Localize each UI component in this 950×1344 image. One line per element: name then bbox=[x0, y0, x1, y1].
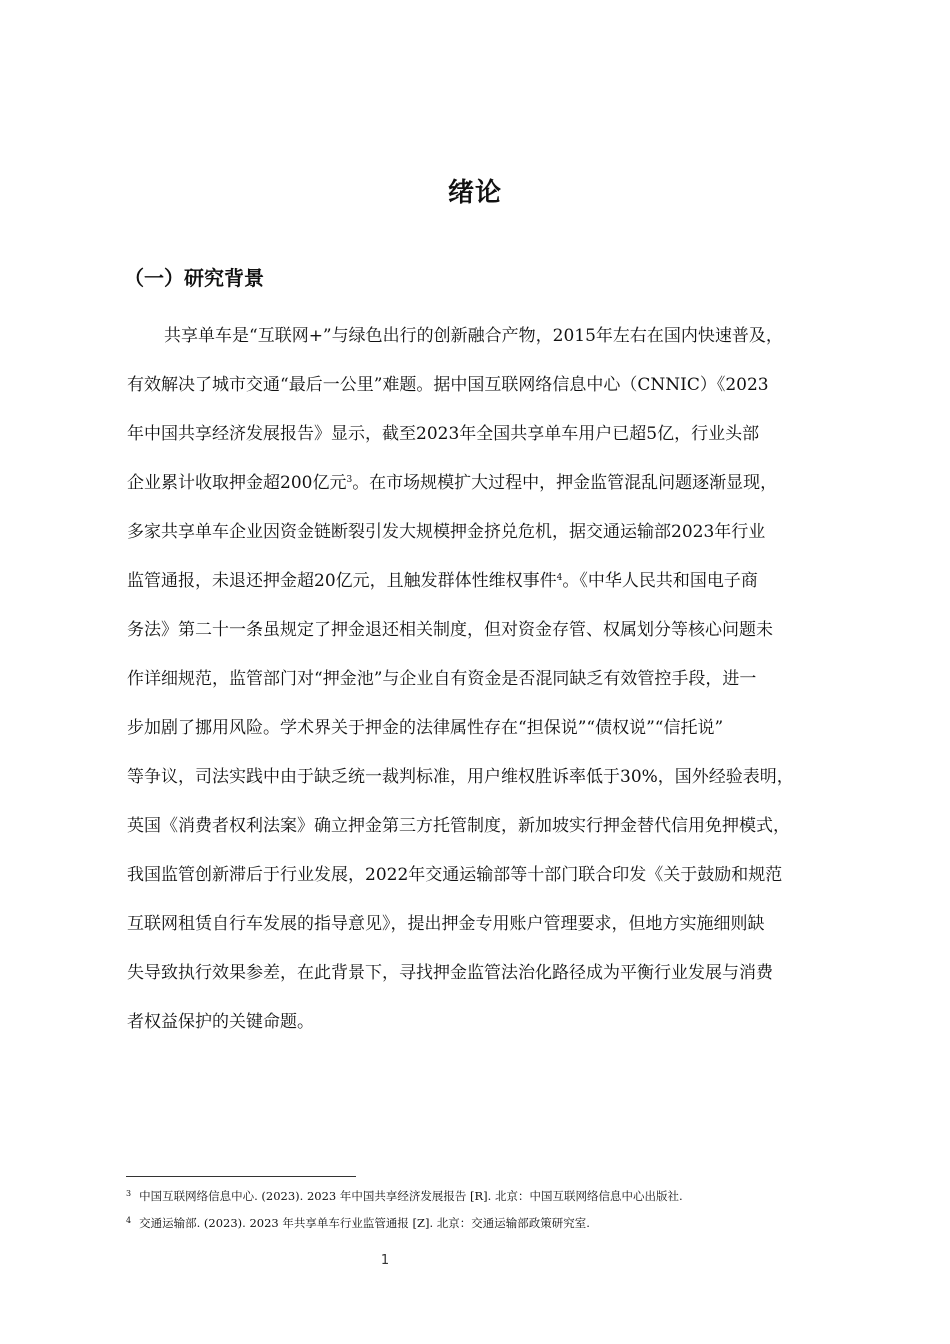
paragraph-line: 步加剧了挪用风险。学术界关于押金的法律属性存在“担保说”“债权说”“信托说” bbox=[127, 718, 724, 738]
footnote bbox=[126, 1215, 590, 1231]
paragraph-line bbox=[127, 465, 857, 514]
paragraph-line: 多家共享单车企业因资金链断裂引发大规模押金挤兑危机，据交通运输部2023年行业 bbox=[127, 522, 766, 542]
paragraph-line-text: 监管通报，未退还押金超20亿元，且触发群体性维权事件 bbox=[127, 571, 557, 591]
body-paragraph bbox=[127, 318, 857, 1053]
footnote-ref-4[interactable]: 4 bbox=[556, 573, 563, 583]
footnote-divider bbox=[126, 1176, 356, 1177]
paragraph-line-text: 。在市场规模扩大过程中，押金监管混乱问题逐渐显现， bbox=[352, 473, 778, 493]
section-heading: （一）研究背景 bbox=[124, 266, 264, 290]
paragraph-line: 我国监管创新滞后于行业发展，2022年交通运输部等十部门联合印发《关于鼓励和规范 bbox=[127, 865, 783, 885]
footnote-text: 交通运输部. (2023). 2023 年共享单车行业监管通报 [Z]. 北京：交通运输部政策研究室. bbox=[139, 1216, 590, 1230]
paragraph-line: 有效解决了城市交通“最后一公里”难题。据中国互联网络信息中心（CNNIC）《2023 bbox=[127, 375, 769, 395]
paragraph-line: 务法》第二十一条虽规定了押金退还相关制度，但对资金存管、权属划分等核心问题未 bbox=[127, 620, 773, 640]
paragraph-line: 者权益保护的关键命题。 bbox=[127, 1012, 314, 1032]
paragraph-line-text: 。《中华人民共和国电子商 bbox=[562, 571, 758, 591]
page-number: 1 bbox=[380, 1253, 390, 1268]
paragraph-line bbox=[127, 563, 857, 612]
footnote bbox=[126, 1188, 683, 1204]
paragraph-line-text: 企业累计收取押金超200亿元 bbox=[127, 473, 347, 493]
paragraph-line: 作详细规范，监管部门对“押金池”与企业自有资金是否混同缺乏有效管控手段，进一 bbox=[127, 669, 757, 689]
paragraph-line: 共享单车是“互联网+”与绿色出行的创新融合产物，2015年左右在国内快速普及， bbox=[164, 326, 783, 346]
footnote-text: 中国互联网络信息中心. (2023). 2023 年中国共享经济发展报告 [R]. 北京：中国互联网络信息中心出版社. bbox=[139, 1189, 683, 1203]
footnote-mark: 3 bbox=[126, 1189, 132, 1198]
paragraph-line: 失导致执行效果参差，在此背景下，寻找押金监管法治化路径成为平衡行业发展与消费 bbox=[127, 963, 773, 983]
page-title: 绪论 bbox=[447, 178, 502, 208]
footnote-ref-3[interactable]: 3 bbox=[346, 475, 353, 485]
paragraph-line: 英国《消费者权利法案》确立押金第三方托管制度，新加坡实行押金替代信用免押模式， bbox=[127, 816, 790, 836]
paragraph-line: 年中国共享经济发展报告》显示，截至2023年全国共享单车用户已超5亿，行业头部 bbox=[127, 424, 760, 444]
paragraph-line: 互联网租赁自行车发展的指导意见》，提出押金专用账户管理要求，但地方实施细则缺 bbox=[127, 914, 765, 934]
paragraph-line: 等争议，司法实践中由于缺乏统一裁判标准，用户维权胜诉率低于30%，国外经验表明， bbox=[127, 767, 794, 787]
footnote-mark: 4 bbox=[126, 1216, 132, 1225]
